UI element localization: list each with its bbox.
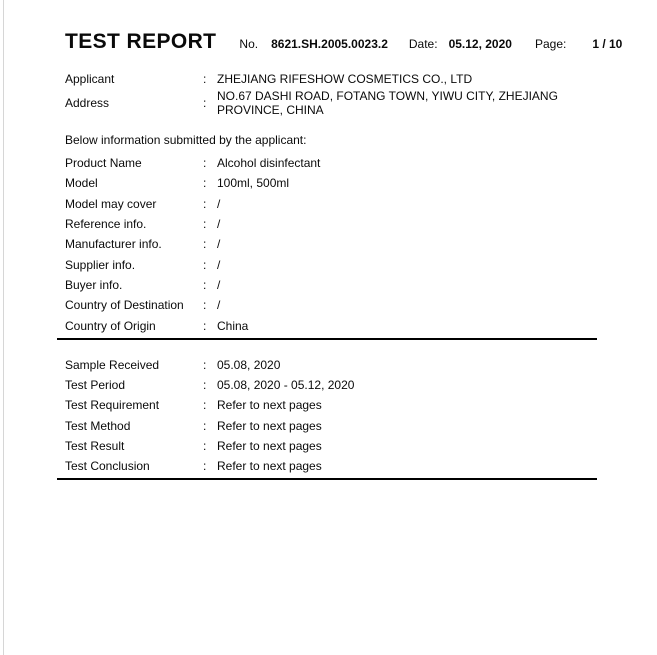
row-value: / — [217, 277, 221, 292]
table-row-product-name — [65, 153, 600, 173]
test-info-table — [57, 355, 600, 477]
row-colon: : — [203, 156, 207, 171]
table-row-model — [65, 173, 600, 193]
table-row-supplier-info — [65, 254, 600, 274]
table-row-test-result — [65, 436, 600, 456]
row-label: Product Name — [65, 156, 142, 171]
report-no-label: No. — [239, 37, 259, 51]
row-label: Model — [65, 176, 98, 191]
row-colon: : — [203, 217, 207, 232]
report-meta — [239, 37, 622, 51]
row-label: Country of Destination — [65, 298, 184, 313]
applicant-label: Applicant — [65, 71, 115, 86]
address-colon: : — [203, 96, 207, 110]
applicant-value: ZHEJIANG RIFESHOW COSMETICS CO., LTD — [217, 71, 473, 86]
row-label: Test Result — [65, 439, 125, 453]
table-row-sample-received — [65, 355, 600, 375]
report-date-value: 05.12, 2020 — [448, 37, 512, 51]
row-label: Test Period — [65, 378, 126, 393]
row-value: China — [217, 318, 249, 333]
row-colon: : — [203, 378, 207, 393]
report-header — [57, 30, 623, 54]
row-value: Refer to next pages — [217, 418, 322, 433]
table-row-country-of-destination — [65, 295, 600, 315]
row-colon: : — [203, 176, 207, 191]
report-title: TEST REPORT — [65, 30, 217, 53]
row-value: 05.08, 2020 - 05.12, 2020 — [217, 378, 355, 393]
row-colon: : — [203, 196, 207, 211]
row-value: Refer to next pages — [217, 439, 322, 453]
divider-line — [57, 478, 597, 480]
row-label: Model may cover — [65, 196, 157, 211]
row-value: Refer to next pages — [217, 459, 322, 474]
row-label: Buyer info. — [65, 277, 123, 292]
applicant-colon: : — [203, 71, 207, 86]
table-row-test-conclusion — [65, 456, 600, 476]
report-date-label: Date: — [408, 37, 438, 51]
row-label: Reference info. — [65, 217, 147, 232]
row-value: / — [217, 237, 221, 252]
row-colon: : — [203, 237, 207, 252]
row-colon: : — [203, 277, 207, 292]
row-value: 100ml, 500ml — [217, 176, 290, 191]
row-label: Country of Origin — [65, 318, 156, 333]
intro-text: Below information submitted by the applicant: — [65, 133, 307, 147]
row-label: Sample Received — [65, 357, 160, 372]
row-value: Alcohol disinfectant — [217, 156, 321, 171]
table-row-model-may-cover — [65, 194, 600, 214]
row-value: / — [217, 196, 221, 211]
table-row-country-of-origin — [65, 315, 600, 335]
row-label: Test Requirement — [65, 398, 160, 413]
row-value: 05.08, 2020 — [217, 357, 281, 372]
table-row-test-period — [65, 375, 600, 395]
row-label: Manufacturer info. — [65, 237, 162, 252]
table-row-buyer-info — [65, 275, 600, 295]
table-row-manufacturer-info — [65, 234, 600, 254]
row-colon: : — [203, 257, 207, 272]
row-label: Test Conclusion — [65, 459, 150, 474]
table-row-test-requirement — [65, 395, 600, 415]
row-value: / — [217, 298, 221, 313]
row-value: / — [217, 257, 221, 272]
report-page-value: 1 / 10 — [592, 37, 623, 51]
row-value: / — [217, 217, 221, 232]
row-label: Test Method — [65, 418, 131, 433]
report-page-label: Page: — [534, 37, 567, 51]
address-row — [65, 89, 600, 117]
row-colon: : — [203, 398, 207, 413]
address-value: NO.67 DASHI ROAD, FOTANG TOWN, YIWU CITY, ZHEJIANG PROVINCE, CHINA — [217, 89, 558, 117]
row-colon: : — [203, 418, 207, 433]
row-colon: : — [203, 439, 207, 453]
applicant-row — [65, 68, 600, 89]
applicant-section — [57, 68, 600, 117]
address-label: Address — [65, 96, 110, 110]
divider-line — [57, 338, 597, 340]
table-row-test-method — [65, 416, 600, 436]
row-value: Refer to next pages — [217, 398, 322, 413]
table-row-reference-info — [65, 214, 600, 234]
row-colon: : — [203, 459, 207, 474]
report-no-value: 8621.SH.2005.0023.2 — [271, 37, 388, 51]
page-left-edge — [3, 0, 4, 655]
row-colon: : — [203, 357, 207, 372]
row-colon: : — [203, 318, 207, 333]
row-colon: : — [203, 298, 207, 313]
product-info-table — [57, 153, 600, 336]
row-label: Supplier info. — [65, 257, 136, 272]
